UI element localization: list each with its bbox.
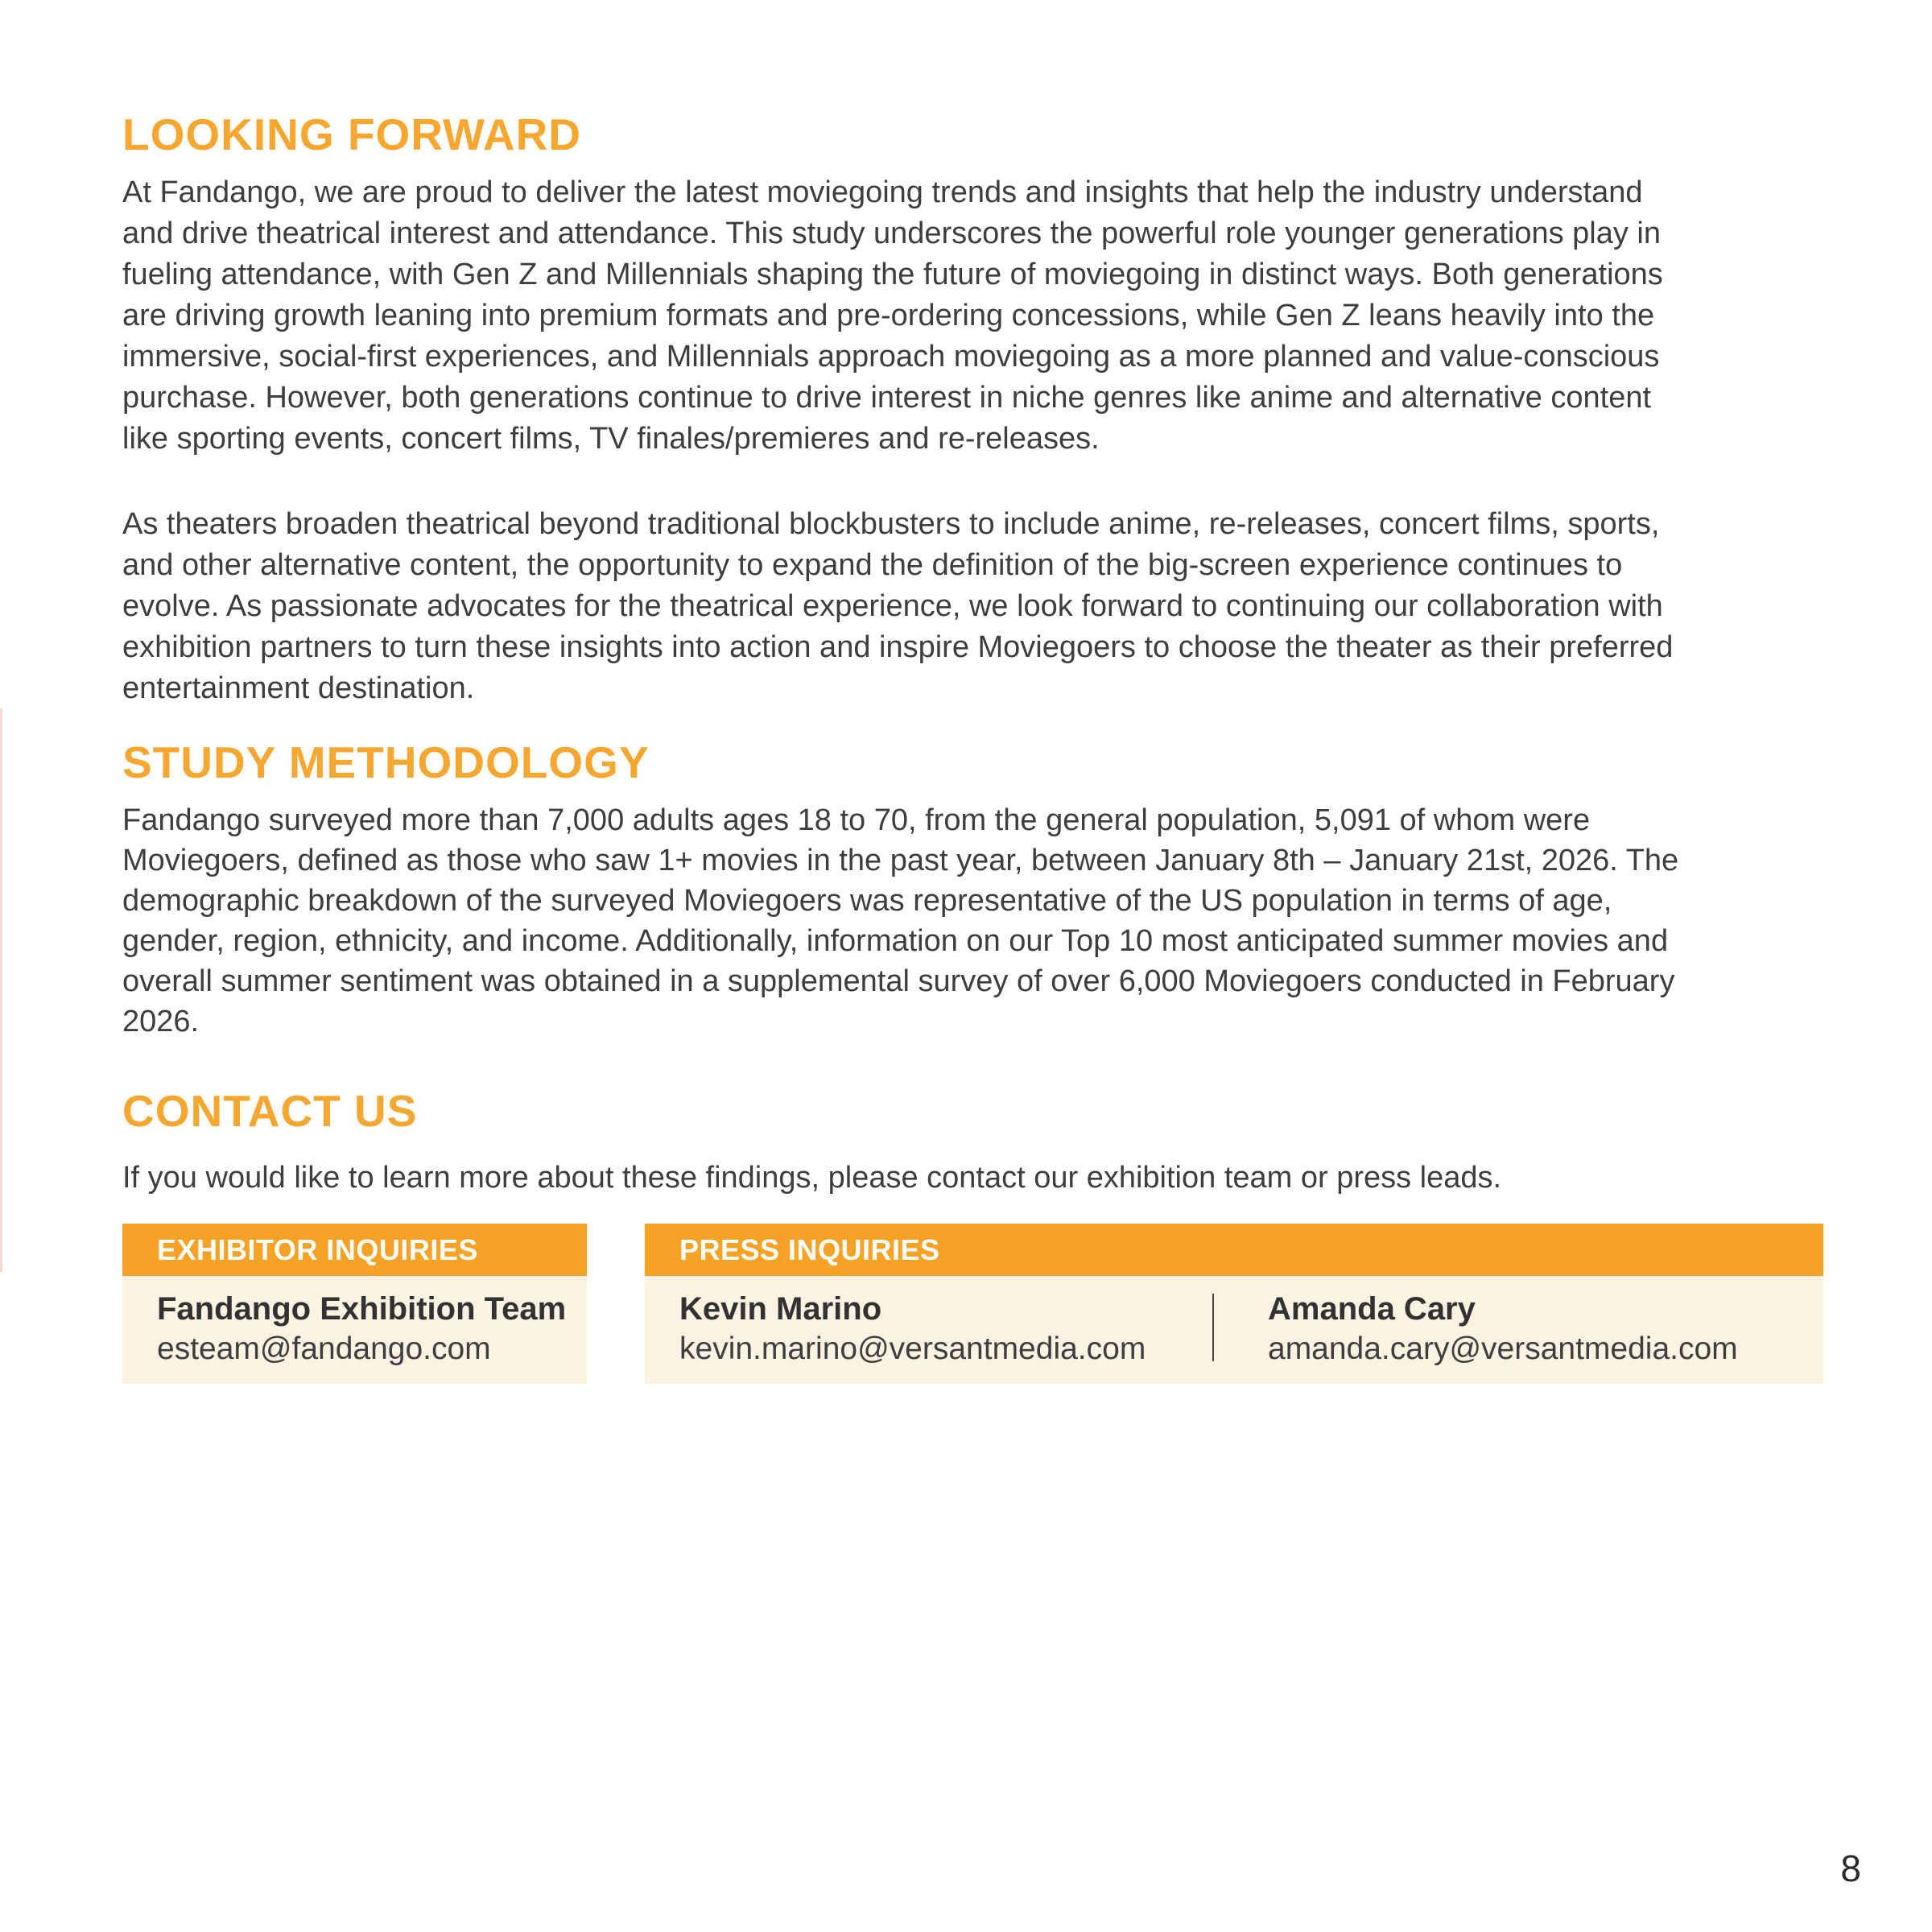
text-line: and other alternative content, the opportunity to expand the definition of the big-screen experience continues to xyxy=(122,548,1623,582)
press-inquiries-body xyxy=(645,1276,1823,1384)
text-line: overall summer sentiment was obtained in a supplemental survey of over 6,000 Moviegoers conducted in February xyxy=(122,964,1675,998)
exhibitor-inquiries-box xyxy=(122,1224,587,1384)
text-line: 2026. xyxy=(122,1005,200,1038)
contact-boxes-row xyxy=(122,1224,1823,1384)
press-inquiries-header: PRESS INQUIRIES xyxy=(645,1224,1823,1276)
press-contact-2-name: Amanda Cary xyxy=(1268,1291,1476,1327)
text-line: purchase. However, both generations continue to drive interest in niche genres like anime and alternative content xyxy=(122,381,1652,415)
exhibitor-contact-name: Fandango Exhibition Team xyxy=(157,1291,567,1327)
section-heading-looking-forward: LOOKING FORWARD xyxy=(122,109,582,159)
press-contacts-divider xyxy=(1212,1294,1214,1361)
text-line: exhibition partners to turn these insights into action and inspire Moviegoers to choose the theater as their preferred xyxy=(122,630,1674,664)
contact-us-intro-text: If you would like to learn more about these findings, please contact our exhibition team or press leads. xyxy=(122,1161,1502,1195)
text-line: gender, region, ethnicity, and income. Additionally, information on our Top 10 most anticipated summer movies and xyxy=(122,924,1669,958)
press-contact-2-email: amanda.cary@versantmedia.com xyxy=(1268,1331,1738,1366)
exhibitor-inquiries-body xyxy=(122,1276,587,1384)
text-line: Moviegoers, defined as those who saw 1+ movies in the past year, between January 8th – January 21st, 2026. The xyxy=(122,844,1679,877)
text-line: At Fandango, we are proud to deliver the latest moviegoing trends and insights that help the industry understand xyxy=(122,175,1643,209)
press-contact-2 xyxy=(1268,1289,1738,1384)
looking-forward-paragraph-2 xyxy=(122,504,1861,709)
text-line: fueling attendance, with Gen Z and Millennials shaping the future of moviegoing in distinct ways. Both generations xyxy=(122,258,1663,291)
press-contact-1-name: Kevin Marino xyxy=(679,1291,882,1327)
text-line: entertainment destination. xyxy=(122,671,475,705)
page-edge-artifact xyxy=(0,708,2,1272)
text-line: immersive, social-first experiences, and Millennials approach moviegoing as a more planned and value-conscious xyxy=(122,340,1660,374)
study-methodology-paragraph xyxy=(122,800,1861,1042)
text-line: are driving growth leaning into premium formats and pre-ordering concessions, while Gen Z leans heavily into the xyxy=(122,299,1655,332)
text-line: like sporting events, concert films, TV finales/premieres and re-releases. xyxy=(122,422,1100,456)
press-contact-1-email: kevin.marino@versantmedia.com xyxy=(679,1331,1146,1366)
press-inquiries-box xyxy=(645,1224,1823,1384)
text-line: demographic breakdown of the surveyed Moviegoers was representative of the US population in terms of age, xyxy=(122,884,1612,918)
exhibitor-inquiries-header: EXHIBITOR INQUIRIES xyxy=(122,1224,587,1276)
section-heading-study-methodology: STUDY METHODOLOGY xyxy=(122,737,650,787)
page-number: 8 xyxy=(1840,1847,1861,1889)
text-line: As theaters broaden theatrical beyond traditional blockbusters to include anime, re-releases, concert films, sports, xyxy=(122,507,1660,541)
text-line: Fandango surveyed more than 7,000 adults ages 18 to 70, from the general population, 5,091 of whom were xyxy=(122,803,1591,837)
looking-forward-paragraph-1 xyxy=(122,172,1861,460)
text-line: evolve. As passionate advocates for the theatrical experience, we look forward to continuing our collaboration with xyxy=(122,589,1663,623)
press-contact-1 xyxy=(679,1289,1212,1384)
section-heading-contact-us: CONTACT US xyxy=(122,1086,418,1136)
text-line: and drive theatrical interest and attendance. This study underscores the powerful role younger generations play in xyxy=(122,217,1662,250)
exhibitor-contact-email: esteam@fandango.com xyxy=(157,1331,491,1366)
